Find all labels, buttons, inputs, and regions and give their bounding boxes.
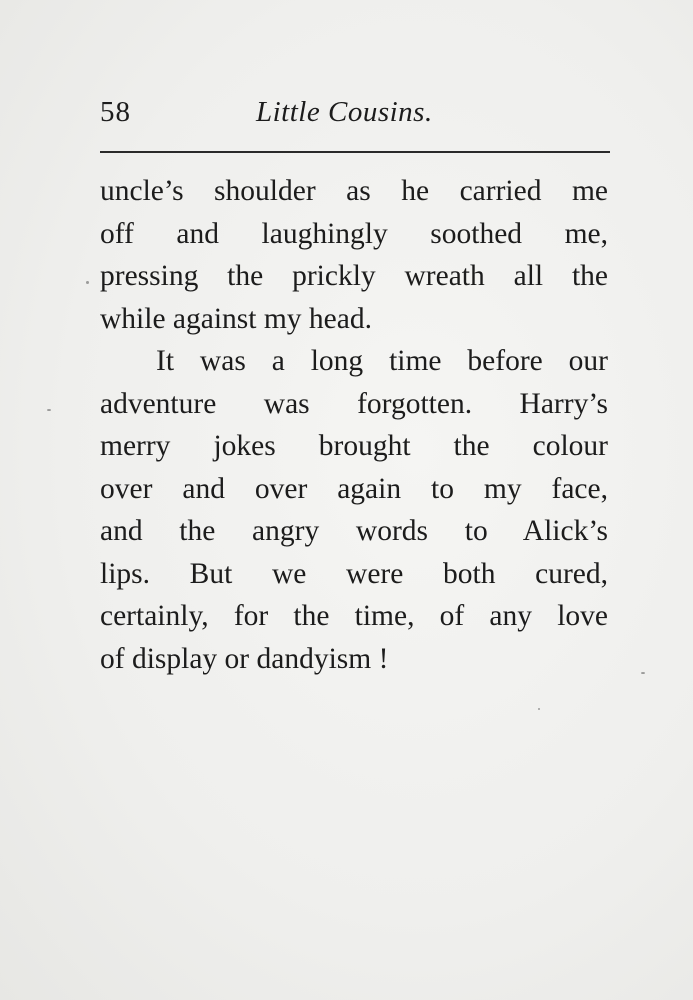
- paper-speck: [86, 281, 89, 284]
- paper-speck: [47, 409, 51, 411]
- text-line: uncle’s shoulder as he carried me: [100, 175, 608, 207]
- page-header: [100, 96, 610, 136]
- header-rule: [100, 151, 610, 153]
- page-number: 58: [100, 96, 131, 128]
- text-line: and the angry words to Alick’s: [100, 515, 608, 547]
- paper-speck: [641, 672, 645, 674]
- text-line: lips. But we were both cured,: [100, 557, 608, 590]
- text-line: while against my head.: [100, 302, 372, 335]
- body-text: [100, 170, 608, 680]
- text-line: certainly, for the time, of any love: [100, 600, 608, 632]
- text-line: It was a long time before our: [156, 345, 608, 377]
- running-title: Little Cousins.: [256, 96, 433, 128]
- text-line: adventure was forgotten. Harry’s: [100, 387, 608, 420]
- text-line: pressing the prickly wreath all the: [100, 260, 608, 292]
- text-line: over and over again to my face,: [100, 472, 608, 505]
- paper-speck: [538, 708, 540, 710]
- text-line: merry jokes brought the colour: [100, 430, 608, 462]
- text-line: of display or dandyism !: [100, 642, 389, 675]
- text-line: off and laughingly soothed me,: [100, 217, 608, 250]
